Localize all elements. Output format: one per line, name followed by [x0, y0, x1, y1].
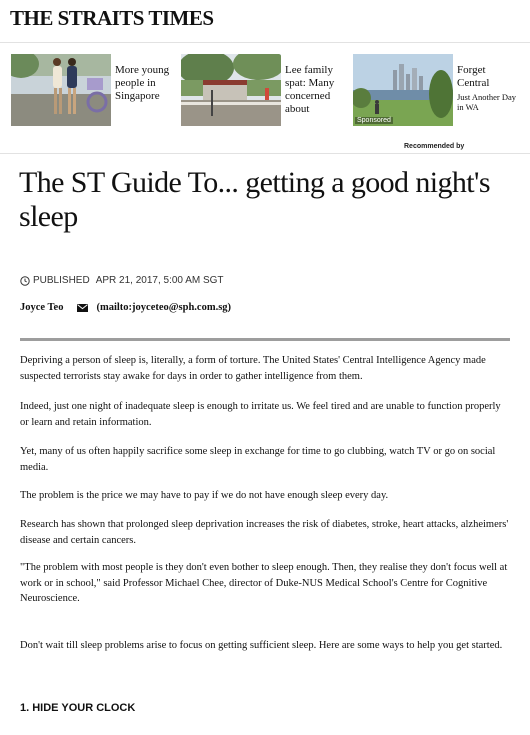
recommendation-strip — [11, 54, 519, 126]
author-email-link[interactable]: (mailto:joyceteo@sph.com.sg) — [96, 302, 232, 313]
recommendation-card[interactable] — [11, 54, 179, 126]
section-divider — [0, 153, 530, 154]
article-paragraph: Research has shown that prolonged sleep deprivation increases the risk of diabetes, stroke, heart attacks, alzheimers' disease and certain cancers. — [20, 519, 509, 546]
published-label: PUBLISHED — [33, 275, 90, 286]
recommendation-thumbnail — [11, 54, 111, 126]
byline — [20, 302, 231, 313]
article-paragraph: The problem is the price we may have to pay if we do not have enough sleep every day. — [20, 490, 389, 501]
article-paragraph: Indeed, just one night of inadequate sleep is enough to irritate us. We feel tired and are unable to function properly or learn and retain information. — [20, 401, 501, 428]
clock-icon — [20, 276, 30, 286]
published-date: APR 21, 2017, 5:00 AM SGT — [95, 275, 224, 286]
article-paragraph: Don't wait till sleep problems arise to focus on getting sufficient sleep. Here are some ways to help you get started. — [20, 640, 503, 651]
recommendation-thumbnail — [181, 54, 281, 126]
recommendation-card[interactable] — [181, 54, 349, 126]
recommended-by-label[interactable]: Recommended by — [404, 143, 465, 150]
masthead-logo[interactable]: THE STRAITS TIMES — [10, 6, 214, 30]
recommendation-thumbnail — [353, 54, 453, 126]
header-divider — [0, 42, 530, 43]
recommendation-card[interactable] — [353, 54, 519, 126]
article-headline: The ST Guide To... getting a good night's sleep — [19, 166, 490, 233]
sponsored-label: Sponsored — [357, 117, 391, 124]
article-paragraph: "The problem with most people is they don't even bother to sleep enough. Then, they realise they don't focus well at work or in school," said Professor Michael Chee, director of Duke-NUS Medical School's Centre for Cognitive Neuroscience. — [20, 562, 508, 604]
recommendation-subtitle[interactable]: Just Another Day in WA — [457, 92, 517, 112]
article-paragraph: Depriving a person of sleep is, literally, a form of torture. The United States' Central Intelligence Agency made suspected terrorists stay awake for days in order to gather intelligence from them. — [20, 355, 486, 382]
section-subhead: 1. HIDE YOUR CLOCK — [20, 702, 136, 714]
dateline — [20, 275, 224, 286]
mail-icon[interactable] — [77, 304, 88, 312]
author-name[interactable]: Joyce Teo — [20, 302, 64, 313]
recommendation-title[interactable]: More young people in Singapore — [115, 64, 170, 102]
recommendation-title[interactable]: Forget Central — [457, 64, 490, 89]
article-top-bar — [20, 338, 510, 341]
recommendation-title[interactable]: Lee family spat: Many concerned about — [285, 64, 335, 115]
article-paragraph: Yet, many of us often happily sacrifice some sleep in exchange for time to go clubbing, watch TV or go on social media. — [20, 446, 496, 473]
